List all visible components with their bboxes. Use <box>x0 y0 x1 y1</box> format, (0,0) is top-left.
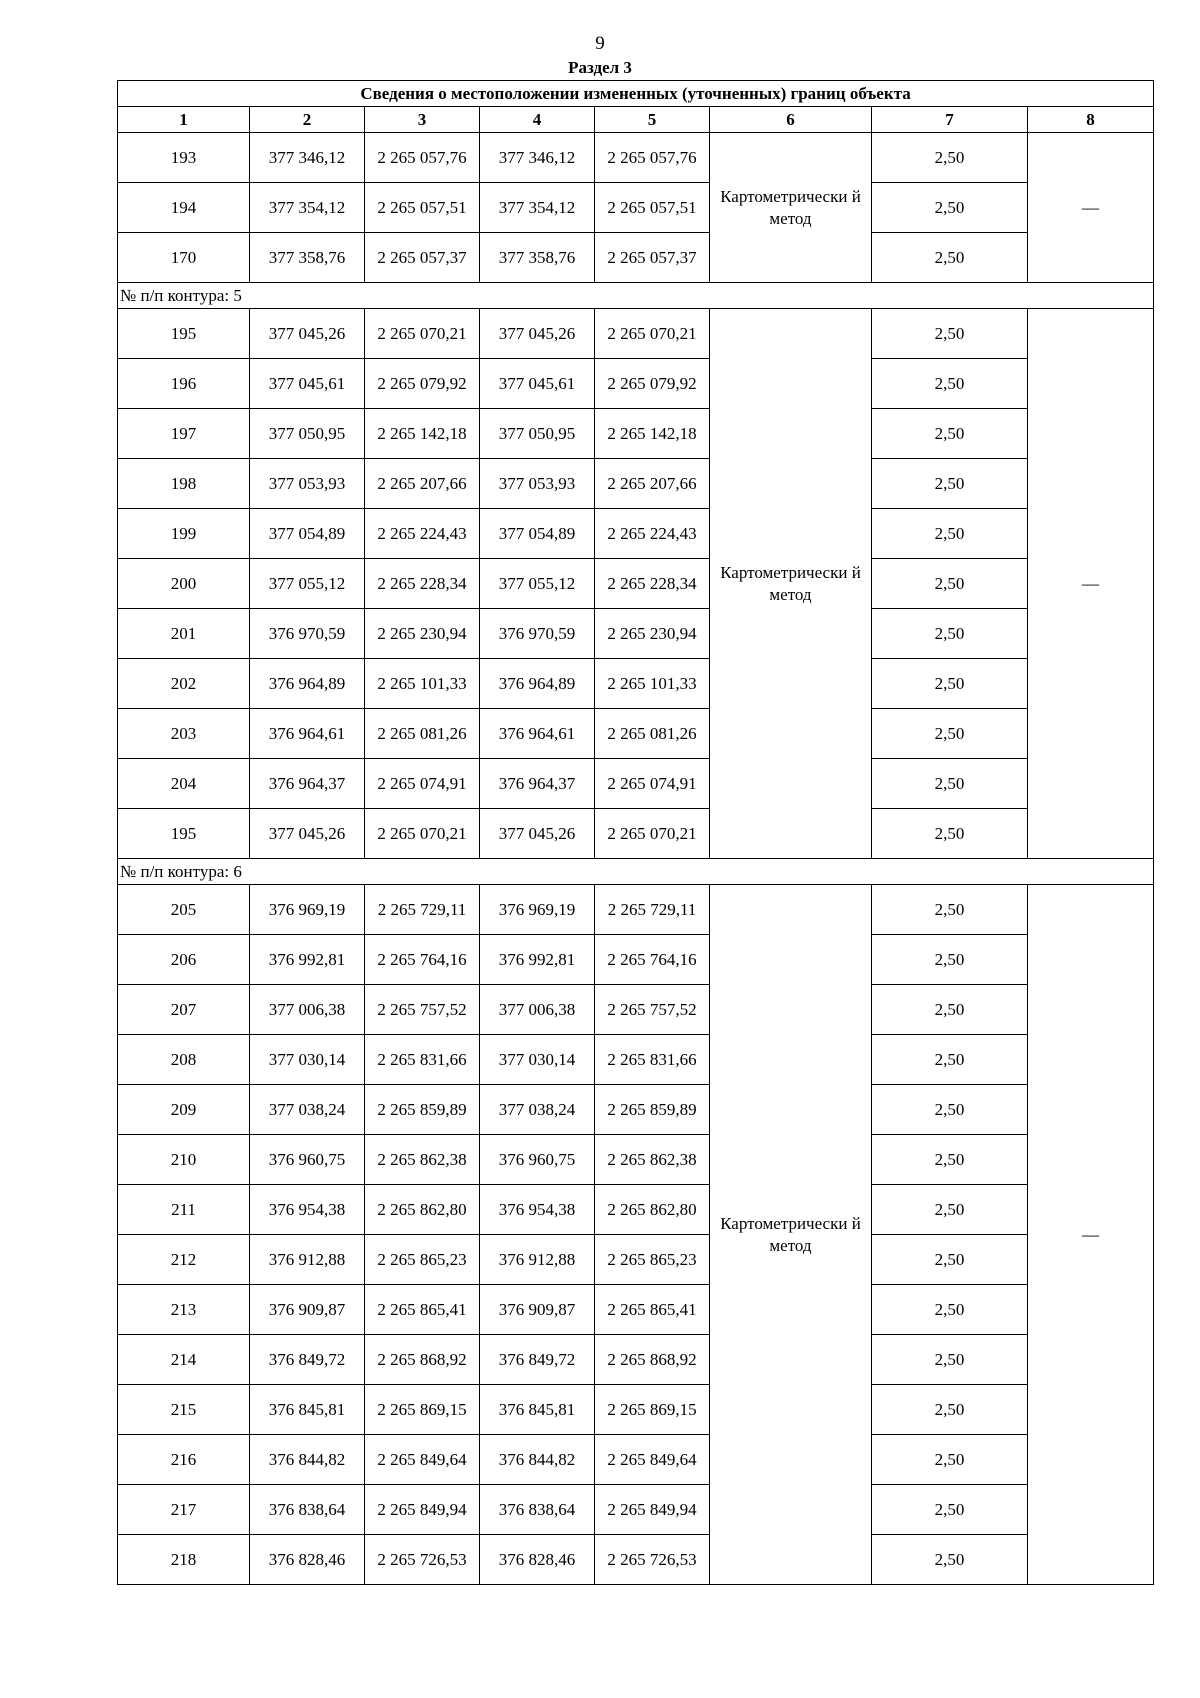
coord-x-cell: 377 045,26 <box>250 809 365 859</box>
table-row <box>118 759 1154 809</box>
coord-x-cell: 376 912,88 <box>480 1235 595 1285</box>
coord-y-cell: 2 265 757,52 <box>595 985 710 1035</box>
accuracy-cell: 2,50 <box>872 809 1028 859</box>
col8-cell: — <box>1028 133 1154 283</box>
coord-y-cell: 2 265 074,91 <box>595 759 710 809</box>
coord-x-cell: 377 030,14 <box>250 1035 365 1085</box>
coord-y-cell: 2 265 057,37 <box>365 233 480 283</box>
accuracy-cell: 2,50 <box>872 609 1028 659</box>
accuracy-cell: 2,50 <box>872 233 1028 283</box>
point-number-cell: 202 <box>118 659 250 709</box>
table-caption: Сведения о местоположении измененных (уточненных) границ объекта <box>118 81 1154 107</box>
coord-x-cell: 376 992,81 <box>480 935 595 985</box>
coord-y-cell: 2 265 757,52 <box>365 985 480 1035</box>
coord-y-cell: 2 265 101,33 <box>595 659 710 709</box>
table-row <box>118 233 1154 283</box>
coord-x-cell: 376 909,87 <box>480 1285 595 1335</box>
column-header: 4 <box>480 107 595 133</box>
coord-y-cell: 2 265 224,43 <box>365 509 480 559</box>
coord-x-cell: 377 045,26 <box>480 809 595 859</box>
coord-y-cell: 2 265 865,41 <box>595 1285 710 1335</box>
table-row <box>118 1235 1154 1285</box>
coord-x-cell: 376 960,75 <box>480 1135 595 1185</box>
method-cell: Картометрически й метод <box>710 133 872 283</box>
column-header: 1 <box>118 107 250 133</box>
point-number-cell: 197 <box>118 409 250 459</box>
method-cell: Картометрически й метод <box>710 885 872 1585</box>
table-row <box>118 559 1154 609</box>
coord-x-cell: 377 050,95 <box>250 409 365 459</box>
coord-x-cell: 377 045,61 <box>250 359 365 409</box>
coord-x-cell: 377 358,76 <box>480 233 595 283</box>
coord-x-cell: 377 055,12 <box>250 559 365 609</box>
point-number-cell: 214 <box>118 1335 250 1385</box>
coord-x-cell: 377 006,38 <box>250 985 365 1035</box>
coord-x-cell: 376 954,38 <box>250 1185 365 1235</box>
table-row <box>118 133 1154 183</box>
point-number-cell: 207 <box>118 985 250 1035</box>
coord-x-cell: 377 045,26 <box>250 309 365 359</box>
contour-row <box>118 283 1154 309</box>
point-number-cell: 217 <box>118 1485 250 1535</box>
table-row <box>118 459 1154 509</box>
column-header: 3 <box>365 107 480 133</box>
accuracy-cell: 2,50 <box>872 359 1028 409</box>
coord-y-cell: 2 265 859,89 <box>365 1085 480 1135</box>
accuracy-cell: 2,50 <box>872 1135 1028 1185</box>
coord-y-cell: 2 265 057,76 <box>595 133 710 183</box>
coord-x-cell: 376 960,75 <box>250 1135 365 1185</box>
coord-y-cell: 2 265 057,51 <box>365 183 480 233</box>
coord-x-cell: 376 909,87 <box>250 1285 365 1335</box>
table-row <box>118 359 1154 409</box>
coord-y-cell: 2 265 862,38 <box>595 1135 710 1185</box>
coord-y-cell: 2 265 865,41 <box>365 1285 480 1335</box>
point-number-cell: 200 <box>118 559 250 609</box>
point-number-cell: 198 <box>118 459 250 509</box>
table-row <box>118 935 1154 985</box>
table-row <box>118 1435 1154 1485</box>
table-row <box>118 885 1154 935</box>
accuracy-cell: 2,50 <box>872 1285 1028 1335</box>
table-row <box>118 1085 1154 1135</box>
point-number-cell: 199 <box>118 509 250 559</box>
coord-x-cell: 376 849,72 <box>480 1335 595 1385</box>
coord-y-cell: 2 265 862,80 <box>365 1185 480 1235</box>
coord-x-cell: 377 045,26 <box>480 309 595 359</box>
table-row <box>118 409 1154 459</box>
point-number-cell: 211 <box>118 1185 250 1235</box>
coord-y-cell: 2 265 228,34 <box>365 559 480 609</box>
coord-x-cell: 377 354,12 <box>250 183 365 233</box>
coord-y-cell: 2 265 865,23 <box>595 1235 710 1285</box>
coord-y-cell: 2 265 862,80 <box>595 1185 710 1235</box>
coord-y-cell: 2 265 228,34 <box>595 559 710 609</box>
coord-y-cell: 2 265 079,92 <box>595 359 710 409</box>
point-number-cell: 215 <box>118 1385 250 1435</box>
coord-x-cell: 377 354,12 <box>480 183 595 233</box>
table-row <box>118 1185 1154 1235</box>
coord-y-cell: 2 265 224,43 <box>595 509 710 559</box>
table-row <box>118 1535 1154 1585</box>
table-row <box>118 509 1154 559</box>
coord-x-cell: 376 970,59 <box>250 609 365 659</box>
coord-y-cell: 2 265 849,64 <box>595 1435 710 1485</box>
accuracy-cell: 2,50 <box>872 1185 1028 1235</box>
point-number-cell: 195 <box>118 309 250 359</box>
coord-y-cell: 2 265 868,92 <box>365 1335 480 1385</box>
table-row <box>118 659 1154 709</box>
coord-x-cell: 376 845,81 <box>250 1385 365 1435</box>
point-number-cell: 193 <box>118 133 250 183</box>
table-row <box>118 985 1154 1035</box>
point-number-cell: 206 <box>118 935 250 985</box>
point-number-cell: 208 <box>118 1035 250 1085</box>
coord-y-cell: 2 265 729,11 <box>365 885 480 935</box>
coord-x-cell: 376 964,89 <box>250 659 365 709</box>
coord-y-cell: 2 265 079,92 <box>365 359 480 409</box>
coord-y-cell: 2 265 831,66 <box>365 1035 480 1085</box>
point-number-cell: 210 <box>118 1135 250 1185</box>
coord-y-cell: 2 265 859,89 <box>595 1085 710 1135</box>
coord-x-cell: 376 964,61 <box>480 709 595 759</box>
accuracy-cell: 2,50 <box>872 133 1028 183</box>
coord-x-cell: 377 346,12 <box>250 133 365 183</box>
column-header: 8 <box>1028 107 1154 133</box>
coord-y-cell: 2 265 849,64 <box>365 1435 480 1485</box>
coord-x-cell: 376 844,82 <box>250 1435 365 1485</box>
coord-x-cell: 376 964,89 <box>480 659 595 709</box>
column-header: 7 <box>872 107 1028 133</box>
point-number-cell: 216 <box>118 1435 250 1485</box>
coord-x-cell: 377 030,14 <box>480 1035 595 1085</box>
page-number: 9 <box>595 33 605 54</box>
coord-x-cell: 376 828,46 <box>250 1535 365 1585</box>
coord-y-cell: 2 265 764,16 <box>595 935 710 985</box>
table-row <box>118 1285 1154 1335</box>
accuracy-cell: 2,50 <box>872 1385 1028 1435</box>
coordinates-table <box>117 80 1154 1585</box>
coord-y-cell: 2 265 764,16 <box>365 935 480 985</box>
coord-y-cell: 2 265 057,51 <box>595 183 710 233</box>
accuracy-cell: 2,50 <box>872 559 1028 609</box>
coord-x-cell: 376 992,81 <box>250 935 365 985</box>
table-row <box>118 1035 1154 1085</box>
point-number-cell: 194 <box>118 183 250 233</box>
coord-y-cell: 2 265 849,94 <box>595 1485 710 1535</box>
coord-x-cell: 376 969,19 <box>480 885 595 935</box>
accuracy-cell: 2,50 <box>872 1335 1028 1385</box>
table-row <box>118 809 1154 859</box>
coord-y-cell: 2 265 057,37 <box>595 233 710 283</box>
coord-y-cell: 2 265 869,15 <box>365 1385 480 1435</box>
accuracy-cell: 2,50 <box>872 1035 1028 1085</box>
point-number-cell: 204 <box>118 759 250 809</box>
point-number-cell: 218 <box>118 1535 250 1585</box>
accuracy-cell: 2,50 <box>872 759 1028 809</box>
coord-x-cell: 376 838,64 <box>250 1485 365 1535</box>
table-row <box>118 309 1154 359</box>
point-number-cell: 203 <box>118 709 250 759</box>
coord-x-cell: 376 828,46 <box>480 1535 595 1585</box>
coord-x-cell: 377 346,12 <box>480 133 595 183</box>
point-number-cell: 170 <box>118 233 250 283</box>
coord-y-cell: 2 265 142,18 <box>595 409 710 459</box>
coord-x-cell: 377 038,24 <box>250 1085 365 1135</box>
column-header: 6 <box>710 107 872 133</box>
accuracy-cell: 2,50 <box>872 309 1028 359</box>
accuracy-cell: 2,50 <box>872 1235 1028 1285</box>
coord-y-cell: 2 265 726,53 <box>365 1535 480 1585</box>
accuracy-cell: 2,50 <box>872 509 1028 559</box>
coord-x-cell: 376 964,37 <box>480 759 595 809</box>
table-row <box>118 1385 1154 1435</box>
point-number-cell: 209 <box>118 1085 250 1135</box>
coord-x-cell: 377 053,93 <box>250 459 365 509</box>
table-body <box>118 81 1154 1585</box>
coord-y-cell: 2 265 070,21 <box>365 309 480 359</box>
accuracy-cell: 2,50 <box>872 459 1028 509</box>
coord-y-cell: 2 265 207,66 <box>595 459 710 509</box>
coord-x-cell: 377 045,61 <box>480 359 595 409</box>
accuracy-cell: 2,50 <box>872 1535 1028 1585</box>
coord-x-cell: 376 964,37 <box>250 759 365 809</box>
coord-y-cell: 2 265 057,76 <box>365 133 480 183</box>
point-number-cell: 205 <box>118 885 250 935</box>
coord-x-cell: 376 970,59 <box>480 609 595 659</box>
table-row <box>118 1135 1154 1185</box>
column-header: 5 <box>595 107 710 133</box>
coord-y-cell: 2 265 868,92 <box>595 1335 710 1385</box>
accuracy-cell: 2,50 <box>872 885 1028 935</box>
coord-y-cell: 2 265 831,66 <box>595 1035 710 1085</box>
coord-x-cell: 376 838,64 <box>480 1485 595 1535</box>
coord-x-cell: 376 964,61 <box>250 709 365 759</box>
coord-x-cell: 376 954,38 <box>480 1185 595 1235</box>
coord-y-cell: 2 265 074,91 <box>365 759 480 809</box>
coord-x-cell: 376 844,82 <box>480 1435 595 1485</box>
coord-y-cell: 2 265 726,53 <box>595 1535 710 1585</box>
accuracy-cell: 2,50 <box>872 659 1028 709</box>
coord-y-cell: 2 265 081,26 <box>595 709 710 759</box>
coord-x-cell: 376 845,81 <box>480 1385 595 1435</box>
coord-y-cell: 2 265 142,18 <box>365 409 480 459</box>
contour-label: № п/п контура: 5 <box>118 283 1154 309</box>
coord-y-cell: 2 265 865,23 <box>365 1235 480 1285</box>
coord-y-cell: 2 265 070,21 <box>365 809 480 859</box>
coord-x-cell: 377 358,76 <box>250 233 365 283</box>
coord-y-cell: 2 265 862,38 <box>365 1135 480 1185</box>
table-row <box>118 609 1154 659</box>
coord-x-cell: 377 054,89 <box>480 509 595 559</box>
point-number-cell: 201 <box>118 609 250 659</box>
coord-y-cell: 2 265 230,94 <box>595 609 710 659</box>
coord-y-cell: 2 265 729,11 <box>595 885 710 935</box>
coord-x-cell: 377 054,89 <box>250 509 365 559</box>
column-header: 2 <box>250 107 365 133</box>
accuracy-cell: 2,50 <box>872 183 1028 233</box>
accuracy-cell: 2,50 <box>872 935 1028 985</box>
col8-cell: — <box>1028 309 1154 859</box>
table-row <box>118 709 1154 759</box>
table-caption-row <box>118 81 1154 107</box>
coord-x-cell: 376 912,88 <box>250 1235 365 1285</box>
coord-y-cell: 2 265 207,66 <box>365 459 480 509</box>
contour-row <box>118 859 1154 885</box>
coord-x-cell: 376 969,19 <box>250 885 365 935</box>
point-number-cell: 195 <box>118 809 250 859</box>
accuracy-cell: 2,50 <box>872 709 1028 759</box>
coord-x-cell: 377 050,95 <box>480 409 595 459</box>
coord-y-cell: 2 265 101,33 <box>365 659 480 709</box>
table-row <box>118 1485 1154 1535</box>
col8-cell: — <box>1028 885 1154 1585</box>
accuracy-cell: 2,50 <box>872 985 1028 1035</box>
method-cell: Картометрически й метод <box>710 309 872 859</box>
coord-x-cell: 377 006,38 <box>480 985 595 1035</box>
coord-x-cell: 376 849,72 <box>250 1335 365 1385</box>
coord-x-cell: 377 055,12 <box>480 559 595 609</box>
coord-y-cell: 2 265 081,26 <box>365 709 480 759</box>
contour-label: № п/п контура: 6 <box>118 859 1154 885</box>
coord-y-cell: 2 265 869,15 <box>595 1385 710 1435</box>
coord-y-cell: 2 265 070,21 <box>595 309 710 359</box>
accuracy-cell: 2,50 <box>872 1085 1028 1135</box>
accuracy-cell: 2,50 <box>872 409 1028 459</box>
section-title: Раздел 3 <box>568 58 632 77</box>
point-number-cell: 196 <box>118 359 250 409</box>
table-row <box>118 183 1154 233</box>
coord-x-cell: 377 038,24 <box>480 1085 595 1135</box>
coord-y-cell: 2 265 849,94 <box>365 1485 480 1535</box>
accuracy-cell: 2,50 <box>872 1485 1028 1535</box>
accuracy-cell: 2,50 <box>872 1435 1028 1485</box>
coord-y-cell: 2 265 070,21 <box>595 809 710 859</box>
point-number-cell: 213 <box>118 1285 250 1335</box>
coord-y-cell: 2 265 230,94 <box>365 609 480 659</box>
table-row <box>118 1335 1154 1385</box>
column-header-row <box>118 107 1154 133</box>
coord-x-cell: 377 053,93 <box>480 459 595 509</box>
point-number-cell: 212 <box>118 1235 250 1285</box>
